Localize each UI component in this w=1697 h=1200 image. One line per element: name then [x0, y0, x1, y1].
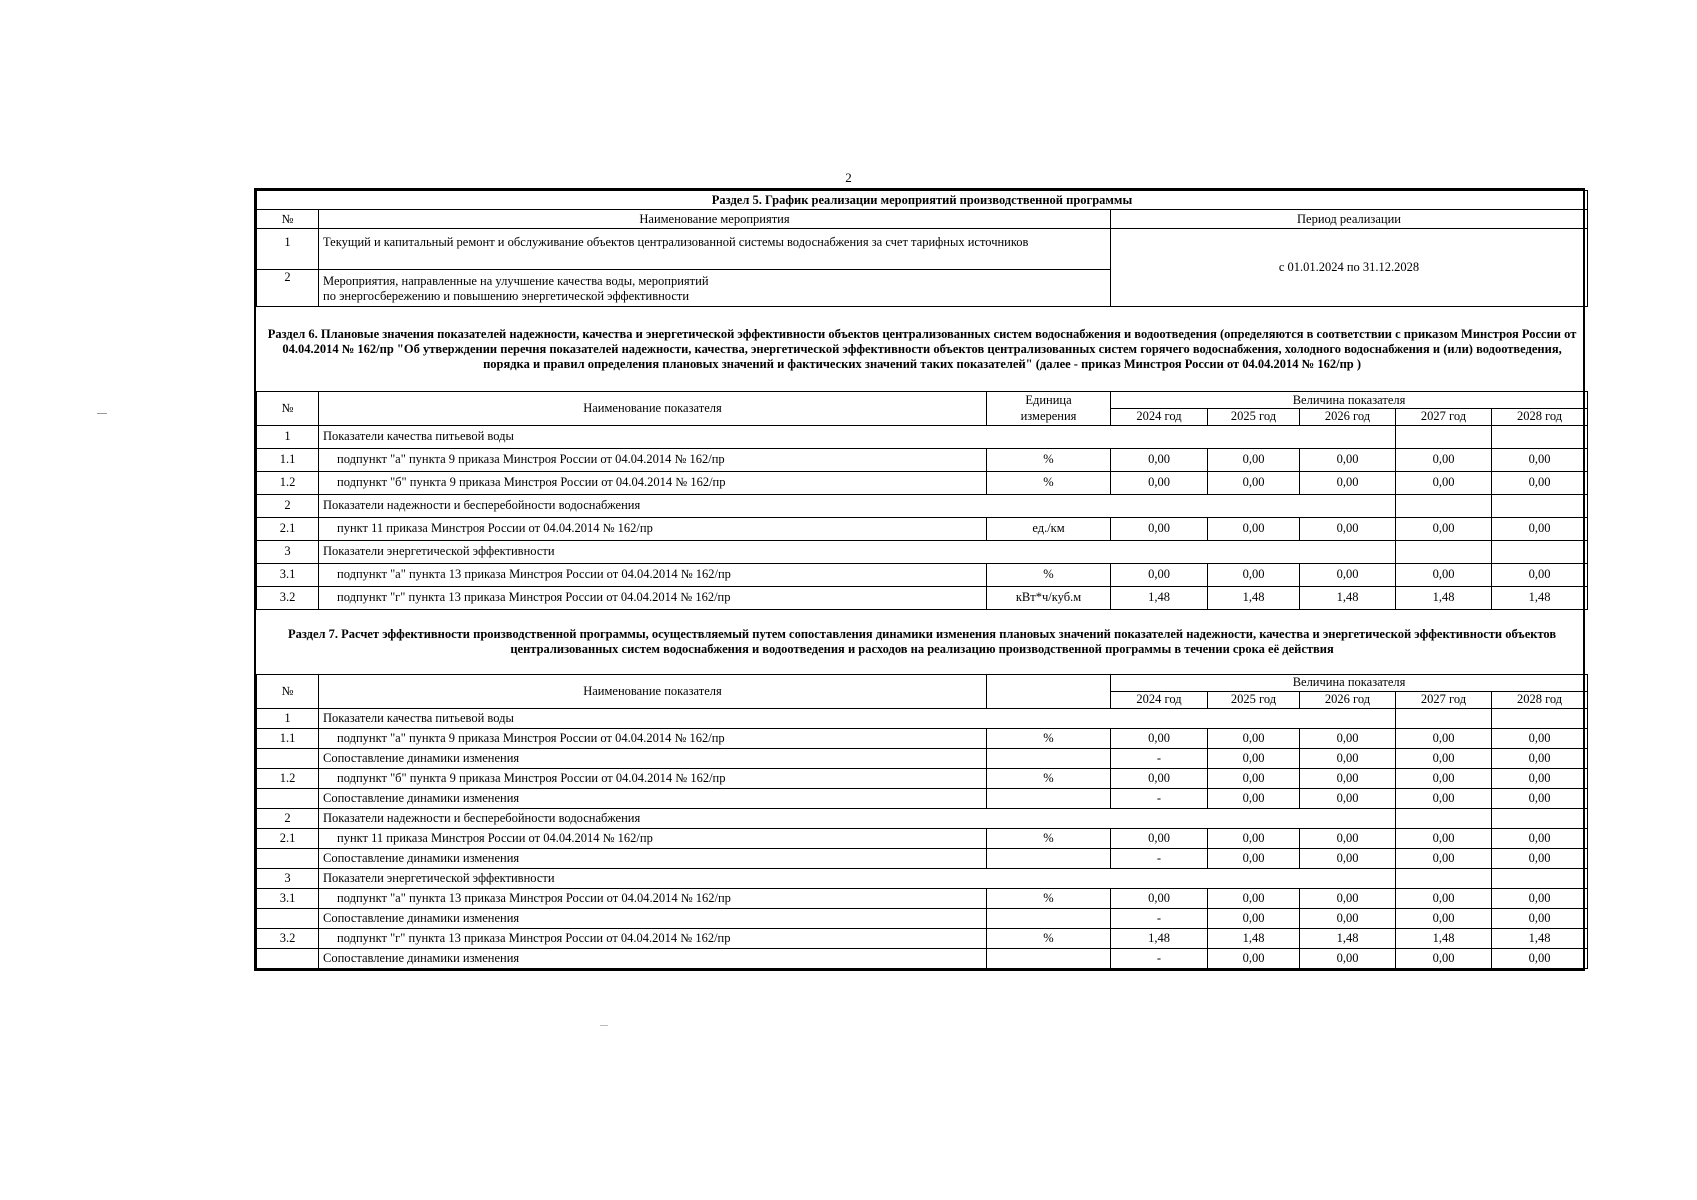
row-unit: %: [987, 728, 1111, 748]
row-number: 2.1: [257, 828, 319, 848]
row-empty-cell: [1492, 425, 1588, 448]
row-value: 0,00: [1492, 768, 1588, 788]
row-comparison-label: Сопоставление динамики изменения: [319, 748, 987, 768]
section7-header-year: 2027 год: [1396, 691, 1492, 708]
row-value: 0,00: [1396, 828, 1492, 848]
row-number: 3.2: [257, 586, 319, 609]
row-value: 0,00: [1208, 788, 1300, 808]
table-row: [257, 808, 1588, 828]
row-comparison-label: Сопоставление динамики изменения: [319, 908, 987, 928]
row-value: 0,00: [1396, 788, 1492, 808]
row-number: 1.1: [257, 728, 319, 748]
table-row: [257, 728, 1588, 748]
row-value: 1,48: [1492, 928, 1588, 948]
document-body: [254, 188, 1585, 971]
row-unit: %: [987, 768, 1111, 788]
section6-header-name: Наименование показателя: [319, 392, 987, 426]
row-empty-cell: [1492, 808, 1588, 828]
row-value: 0,00: [1492, 748, 1588, 768]
section5-period-value: с 01.01.2024 по 31.12.2028: [1111, 229, 1588, 307]
row-number: 3.1: [257, 888, 319, 908]
row-empty-cell: [1396, 868, 1492, 888]
row-number: [257, 788, 319, 808]
section5-row-num: 1: [257, 229, 319, 270]
row-value: 0,00: [1492, 788, 1588, 808]
section7-header-value: Величина показателя: [1111, 674, 1588, 691]
row-empty-cell: [1396, 425, 1492, 448]
section6-header-year: 2025 год: [1208, 409, 1300, 426]
row-value: 1,48: [1300, 586, 1396, 609]
row-value: 0,00: [1396, 517, 1492, 540]
row-value: 0,00: [1208, 948, 1300, 968]
row-indicator-name: пункт 11 приказа Минстроя России от 04.04.2014 № 162/пр: [319, 828, 987, 848]
row-value: 0,00: [1208, 748, 1300, 768]
row-group-name: Показатели надежности и бесперебойности водоснабжения: [319, 808, 1396, 828]
row-number: 2: [257, 808, 319, 828]
row-value: 0,00: [1208, 728, 1300, 748]
row-value: 0,00: [1300, 828, 1396, 848]
row-value: 0,00: [1300, 748, 1396, 768]
row-value: 0,00: [1492, 908, 1588, 928]
table-row: [257, 848, 1588, 868]
row-empty-cell: [1492, 708, 1588, 728]
table-row: [257, 563, 1588, 586]
table-row: [257, 908, 1588, 928]
section6-header-unit-line1: Единица: [987, 392, 1111, 409]
section5-header-name: Наименование мероприятия: [319, 210, 1111, 229]
row-empty-cell: [1492, 494, 1588, 517]
row-value: 0,00: [1111, 768, 1208, 788]
row-value: 0,00: [1208, 448, 1300, 471]
table-row: [257, 425, 1588, 448]
row-value: 0,00: [1492, 728, 1588, 748]
section5-table: [256, 190, 1588, 307]
row-unit: %: [987, 448, 1111, 471]
row-number: [257, 908, 319, 928]
row-value: -: [1111, 788, 1208, 808]
row-number: [257, 848, 319, 868]
row-unit: [987, 748, 1111, 768]
section7-header-year: 2026 год: [1300, 691, 1396, 708]
row-number: [257, 748, 319, 768]
table-row: [257, 888, 1588, 908]
row-indicator-name: подпункт "а" пункта 13 приказа Минстроя России от 04.04.2014 № 162/пр: [319, 888, 987, 908]
table-row: [257, 868, 1588, 888]
row-unit: [987, 908, 1111, 928]
row-value: 0,00: [1300, 448, 1396, 471]
row-value: 0,00: [1492, 471, 1588, 494]
table-row: [257, 748, 1588, 768]
row-value: 0,00: [1492, 848, 1588, 868]
row-unit: [987, 848, 1111, 868]
row-value: -: [1111, 908, 1208, 928]
table-row: [257, 768, 1588, 788]
row-indicator-name: подпункт "г" пункта 13 приказа Минстроя России от 04.04.2014 № 162/пр: [319, 928, 987, 948]
row-value: 0,00: [1396, 948, 1492, 968]
row-empty-cell: [1492, 540, 1588, 563]
page-number: 2: [845, 170, 852, 185]
row-group-name: Показатели качества питьевой воды: [319, 708, 1396, 728]
row-value: 0,00: [1492, 563, 1588, 586]
row-number: 3.1: [257, 563, 319, 586]
row-value: 0,00: [1208, 563, 1300, 586]
section7-header-num: №: [257, 674, 319, 708]
row-empty-cell: [1492, 868, 1588, 888]
section5-row-num: 2: [257, 270, 319, 307]
row-value: 0,00: [1396, 748, 1492, 768]
section5-row-name-line1: Мероприятия, направленные на улучшение качества воды, мероприятий: [323, 274, 709, 288]
row-value: 0,00: [1300, 848, 1396, 868]
row-group-name: Показатели качества питьевой воды: [319, 425, 1396, 448]
row-empty-cell: [1396, 494, 1492, 517]
row-group-name: Показатели энергетической эффективности: [319, 540, 1396, 563]
row-value: 0,00: [1396, 448, 1492, 471]
scan-mark: [600, 1025, 608, 1026]
row-value: 0,00: [1208, 848, 1300, 868]
section7-header-name: Наименование показателя: [319, 674, 987, 708]
row-comparison-label: Сопоставление динамики изменения: [319, 788, 987, 808]
scan-mark: [97, 413, 107, 414]
table-row: [257, 517, 1588, 540]
row-value: 0,00: [1300, 888, 1396, 908]
row-value: 0,00: [1396, 728, 1492, 748]
row-comparison-label: Сопоставление динамики изменения: [319, 848, 987, 868]
table-row: [257, 471, 1588, 494]
row-number: 3: [257, 540, 319, 563]
section5-row-name-line2: по энергосбережению и повышению энергетической эффективности: [323, 289, 690, 303]
row-value: 0,00: [1300, 768, 1396, 788]
row-value: -: [1111, 748, 1208, 768]
row-empty-cell: [1396, 808, 1492, 828]
row-value: 1,48: [1208, 586, 1300, 609]
row-indicator-name: подпункт "а" пункта 9 приказа Минстроя России от 04.04.2014 № 162/пр: [319, 728, 987, 748]
section5-title: Раздел 5. График реализации мероприятий производственной программы: [257, 191, 1588, 210]
row-value: 0,00: [1208, 471, 1300, 494]
row-value: 1,48: [1111, 586, 1208, 609]
row-value: 0,00: [1492, 828, 1588, 848]
row-value: 0,00: [1492, 448, 1588, 471]
section7-header-year: 2028 год: [1492, 691, 1588, 708]
row-value: 0,00: [1300, 563, 1396, 586]
section6-body: [257, 425, 1588, 609]
section7-header-year: 2025 год: [1208, 691, 1300, 708]
row-value: 0,00: [1396, 563, 1492, 586]
section6-header-unit-line2: измерения: [987, 409, 1111, 426]
row-value: 0,00: [1208, 768, 1300, 788]
row-value: 0,00: [1208, 828, 1300, 848]
row-value: 0,00: [1492, 948, 1588, 968]
row-value: 0,00: [1111, 728, 1208, 748]
row-empty-cell: [1396, 708, 1492, 728]
row-unit: %: [987, 928, 1111, 948]
row-number: [257, 948, 319, 968]
section6-title: Раздел 6. Плановые значения показателей надежности, качества и энергетической эффективности объектов централизованных систем водоснабжения и водоотведения (определяются в соответствии с приказом Минстроя России от 04.04.2014 № 162/пр "Об утверждении перечня показателей надежности, качества, энергетической эффективности объектов централизованных систем горячего водоснабжения, холодного водоснабжения и (или) водоотведения, порядка и правил определения плановых значений и фактических значений таких показателей" (далее - приказ Минстроя России от 04.04.2014 № 162/пр ): [257, 307, 1588, 392]
section7-title: Раздел 7. Расчет эффективности производственной программы, осуществляемый путем сопоставления динамики изменения плановых значений показателей надежности, качества и энергетической эффективности объектов централизованных систем водоснабжения и водоотведения и расходов на реализацию производственной программы в течении срока её действия: [257, 610, 1588, 675]
row-value: 0,00: [1300, 517, 1396, 540]
section5-header-period: Период реализации: [1111, 210, 1588, 229]
row-value: 0,00: [1300, 788, 1396, 808]
row-unit: %: [987, 888, 1111, 908]
row-value: 0,00: [1111, 888, 1208, 908]
row-indicator-name: подпункт "б" пункта 9 приказа Минстроя России от 04.04.2014 № 162/пр: [319, 768, 987, 788]
row-number: 1: [257, 425, 319, 448]
row-unit: %: [987, 471, 1111, 494]
row-number: 1.2: [257, 768, 319, 788]
row-group-name: Показатели энергетической эффективности: [319, 868, 1396, 888]
section7-header-year: 2024 год: [1111, 691, 1208, 708]
row-number: 2.1: [257, 517, 319, 540]
row-group-name: Показатели надежности и бесперебойности водоснабжения: [319, 494, 1396, 517]
row-value: 0,00: [1208, 517, 1300, 540]
row-value: 0,00: [1492, 517, 1588, 540]
row-value: 0,00: [1396, 768, 1492, 788]
row-unit: [987, 948, 1111, 968]
table-row: [257, 494, 1588, 517]
section5-row-name: [319, 270, 1111, 307]
row-value: 0,00: [1300, 471, 1396, 494]
row-value: 1,48: [1396, 928, 1492, 948]
row-value: 0,00: [1111, 563, 1208, 586]
row-value: 0,00: [1208, 908, 1300, 928]
row-value: 1,48: [1300, 928, 1396, 948]
row-value: 0,00: [1300, 728, 1396, 748]
section5-header-num: №: [257, 210, 319, 229]
row-comparison-label: Сопоставление динамики изменения: [319, 948, 987, 968]
row-value: 0,00: [1111, 448, 1208, 471]
row-value: 0,00: [1492, 888, 1588, 908]
section6-header-num: №: [257, 392, 319, 426]
section6-header-value: Величина показателя: [1111, 392, 1588, 409]
row-value: 0,00: [1208, 888, 1300, 908]
table-row: [257, 788, 1588, 808]
section5-row-name: Текущий и капитальный ремонт и обслуживание объектов централизованной системы водоснабжения за счет тарифных источников: [319, 229, 1111, 270]
row-number: 1.1: [257, 448, 319, 471]
row-unit: ед./км: [987, 517, 1111, 540]
row-indicator-name: подпункт "б" пункта 9 приказа Минстроя России от 04.04.2014 № 162/пр: [319, 471, 987, 494]
row-value: 0,00: [1396, 888, 1492, 908]
table-row: [257, 586, 1588, 609]
row-empty-cell: [1396, 540, 1492, 563]
row-value: 1,48: [1396, 586, 1492, 609]
section7-body: [257, 708, 1588, 968]
row-value: 1,48: [1492, 586, 1588, 609]
row-value: 0,00: [1396, 471, 1492, 494]
row-value: 0,00: [1396, 848, 1492, 868]
row-value: 0,00: [1111, 471, 1208, 494]
row-number: 3.2: [257, 928, 319, 948]
row-value: 0,00: [1111, 517, 1208, 540]
row-number: 3: [257, 868, 319, 888]
row-number: 1: [257, 708, 319, 728]
row-value: 1,48: [1111, 928, 1208, 948]
table-row: [257, 928, 1588, 948]
table-row: [257, 948, 1588, 968]
row-number: 1.2: [257, 471, 319, 494]
row-value: -: [1111, 848, 1208, 868]
section6-header-year: 2026 год: [1300, 409, 1396, 426]
row-value: -: [1111, 948, 1208, 968]
row-indicator-name: пункт 11 приказа Минстроя России от 04.04.2014 № 162/пр: [319, 517, 987, 540]
row-indicator-name: подпункт "г" пункта 13 приказа Минстроя России от 04.04.2014 № 162/пр: [319, 586, 987, 609]
section6-header-year: 2024 год: [1111, 409, 1208, 426]
row-value: 0,00: [1111, 828, 1208, 848]
section6-table: [256, 307, 1588, 610]
row-value: 0,00: [1396, 908, 1492, 928]
table-row: [257, 708, 1588, 728]
row-unit: %: [987, 563, 1111, 586]
table-row: [257, 828, 1588, 848]
row-unit: кВт*ч/куб.м: [987, 586, 1111, 609]
table-row: [257, 540, 1588, 563]
row-indicator-name: подпункт "а" пункта 9 приказа Минстроя России от 04.04.2014 № 162/пр: [319, 448, 987, 471]
section6-header-year: 2027 год: [1396, 409, 1492, 426]
row-indicator-name: подпункт "а" пункта 13 приказа Минстроя России от 04.04.2014 № 162/пр: [319, 563, 987, 586]
row-number: 2: [257, 494, 319, 517]
row-unit: [987, 788, 1111, 808]
section7-table: [256, 610, 1588, 969]
row-value: 1,48: [1208, 928, 1300, 948]
row-value: 0,00: [1300, 908, 1396, 928]
section6-header-year: 2028 год: [1492, 409, 1588, 426]
section7-header-unit: [987, 674, 1111, 708]
row-unit: %: [987, 828, 1111, 848]
table-row: [257, 448, 1588, 471]
row-value: 0,00: [1300, 948, 1396, 968]
